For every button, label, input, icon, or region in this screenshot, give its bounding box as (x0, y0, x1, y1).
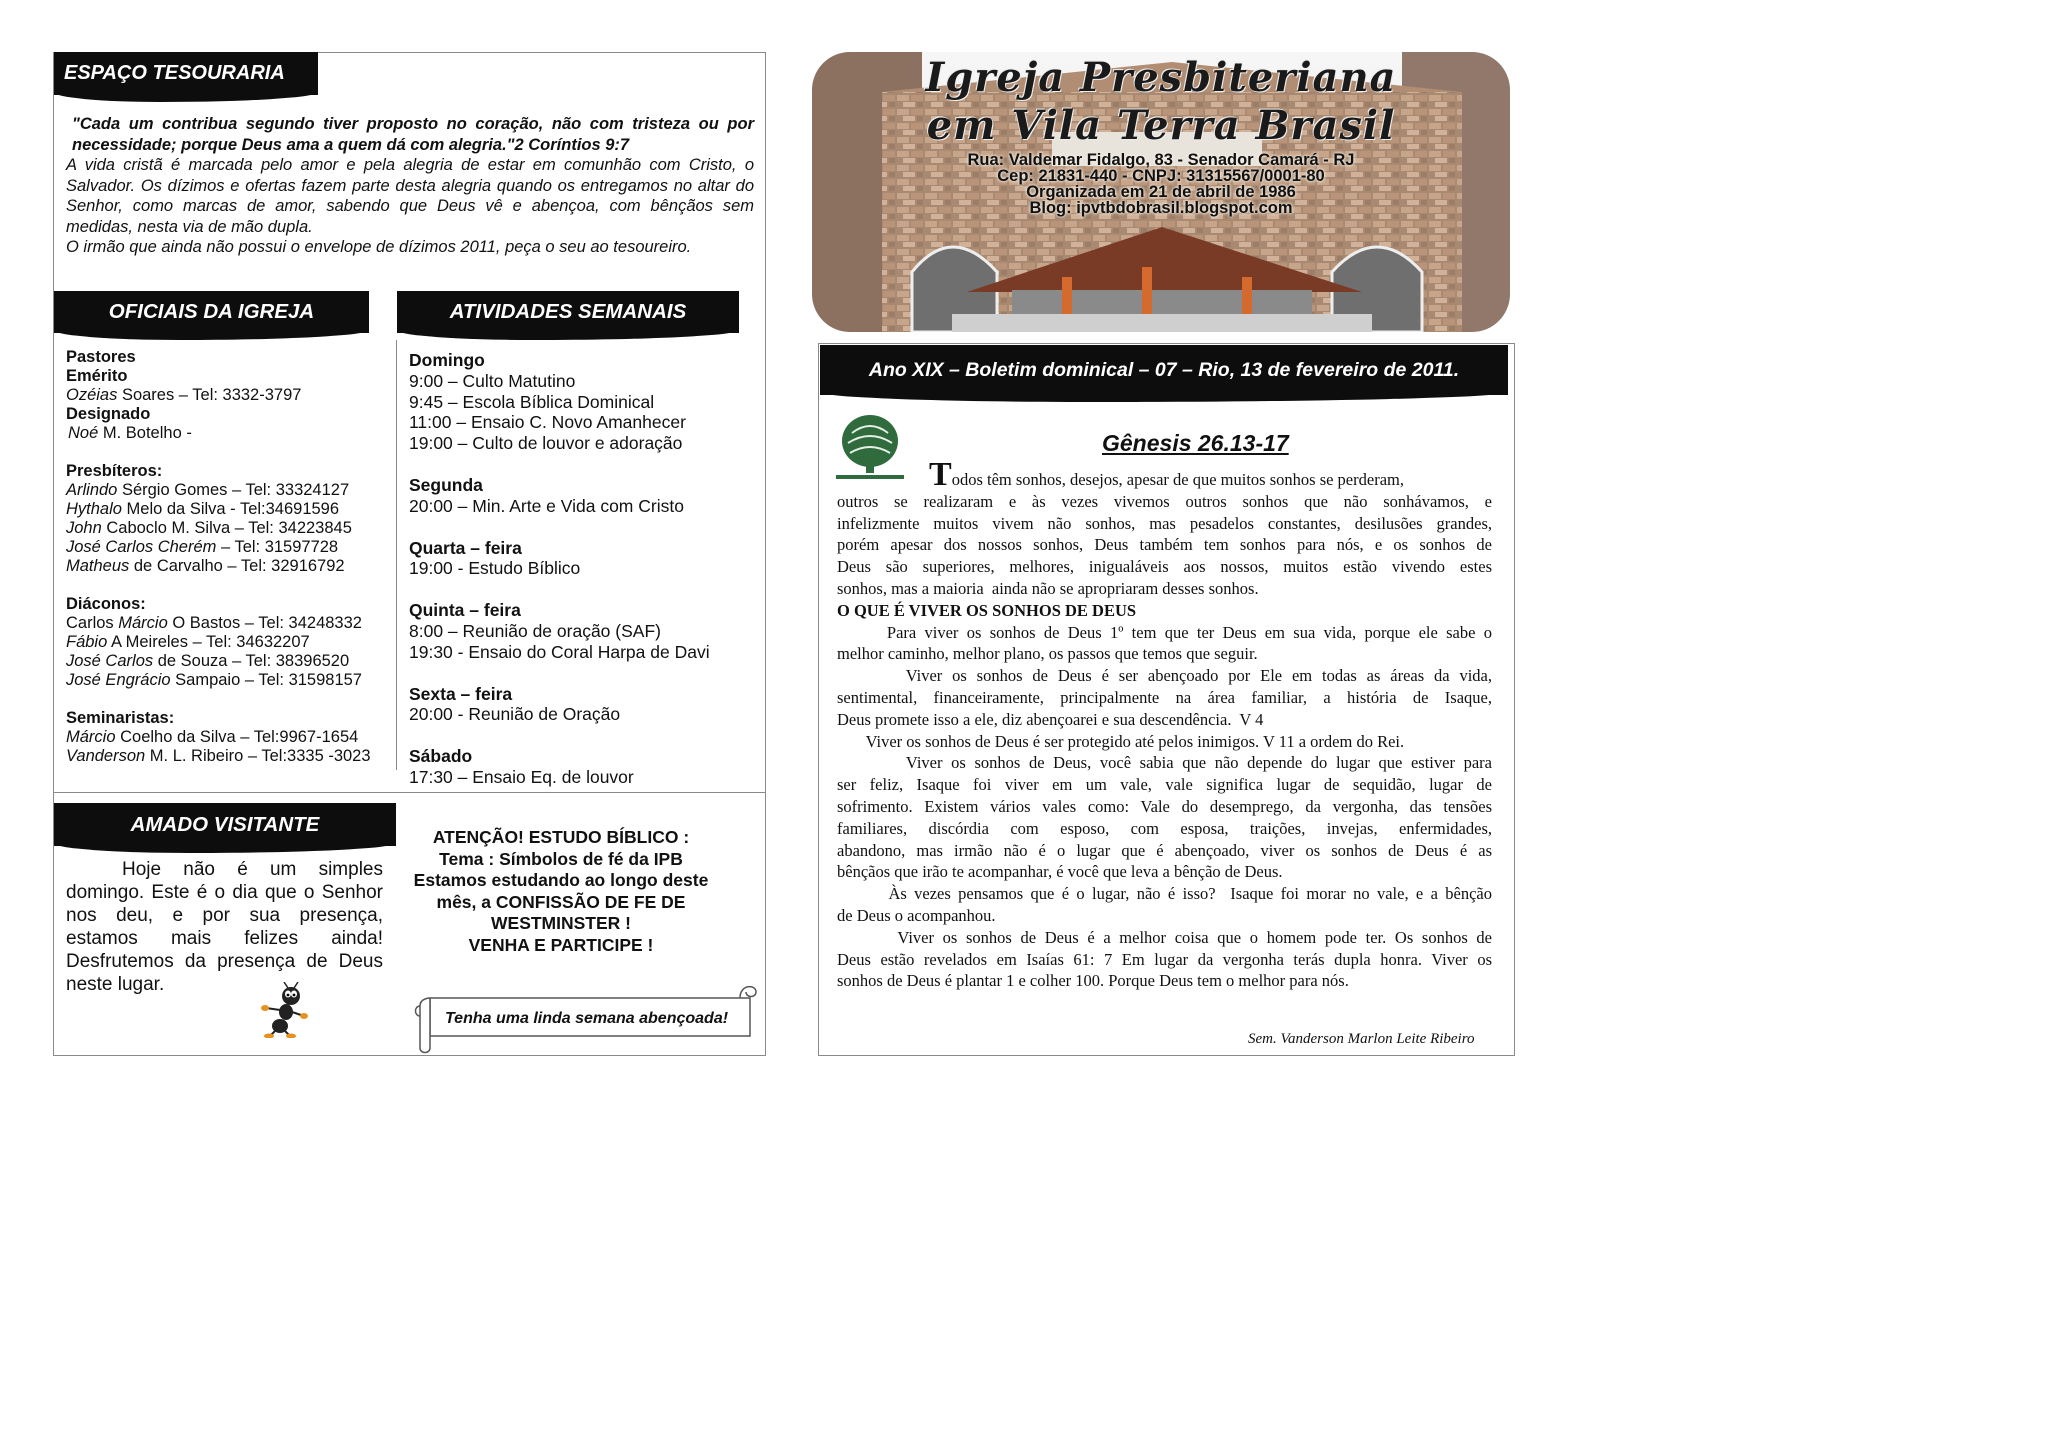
activity-item: 19:30 - Ensaio do Coral Harpa de Davi (409, 641, 710, 662)
oficiais-banner (54, 291, 369, 333)
officer-first-name: Ozéias (66, 386, 118, 404)
sermon-line: Às vezes pensamos que é o lugar, não é isso? Isaque foi morar no vale, e a bênção (837, 884, 1492, 904)
tesouraria-text (66, 114, 754, 258)
activity-day: Quinta – feira (409, 600, 521, 621)
officer-entry (66, 671, 391, 690)
activity-item: 20:00 – Min. Arte e Vida com Cristo (409, 495, 684, 516)
officer-entry (66, 386, 391, 405)
oficiais-list (66, 348, 391, 766)
officer-entry (66, 728, 391, 747)
boletim-banner (820, 345, 1508, 395)
tesouraria-verse: "Cada um contribua segundo tiver proposto no coração, não com tristeza ou por necessidade; porque Deus ama a quem dá com alegria."2 Coríntios 9:7 (72, 115, 754, 154)
visitante-text: Hoje não é um simples domingo. Este é o dia que o Senhor nos deu, e por sua presença, estamos mais felizes ainda! Desfrutemos da presença de Deus neste lugar. (66, 859, 383, 995)
church-address: Rua: Valdemar Fidalgo, 83 - Senador Camará - RJ (967, 151, 1355, 169)
officer-first-name: Matheus (66, 557, 130, 575)
officer-first-name: José Engrácio (66, 671, 171, 689)
church-title-line-1: Igreja Presbiteriana (925, 54, 1397, 101)
officer-first-name: Noé (68, 424, 99, 442)
church-title-line-2: em Vila Terra Brasil (926, 102, 1396, 149)
activity-item: 9:45 – Escola Bíblica Dominical (409, 391, 655, 412)
atencao-line: WESTMINSTER ! (491, 913, 631, 933)
activity-item: 17:30 – Ensaio Eq. de louvor (409, 766, 634, 787)
activity-day: Quarta – feira (409, 537, 522, 558)
spacer (409, 517, 759, 538)
scripture-reference: Gênesis 26.13-17 (1102, 430, 1289, 456)
church-blog: Blog: ipvtbdobrasil.blogspot.com (1029, 199, 1293, 217)
sermon-line: melhor caminho, melhor plano, os passos que temos que seguir. (837, 644, 1258, 664)
church-organized: Organizada em 21 de abril de 1986 (1026, 183, 1296, 201)
officer-first-name: Hythalo (66, 500, 122, 518)
officer-details: – Tel: 31597728 (216, 538, 339, 556)
spacer (66, 443, 391, 462)
atencao-line: ATENÇÃO! ESTUDO BÍBLICO : (432, 827, 690, 847)
section-label: Designado (66, 405, 151, 423)
activity-day: Sexta – feira (409, 683, 513, 704)
left-page-vertical-divider (396, 340, 397, 770)
sermon-line: bênçãos que irão te acompanhar, é você que leva a bênção de Deus. (837, 862, 1283, 882)
spacer (66, 690, 391, 709)
activity-day: Sábado (409, 746, 473, 767)
section-label: Emérito (66, 367, 128, 385)
officer-first-name: John (66, 519, 102, 537)
activity-item: 9:00 – Culto Matutino (409, 370, 576, 391)
officer-first-name: Carlos (66, 614, 119, 632)
officer-details: Soares – Tel: 3332-3797 (117, 386, 302, 404)
officer-entry (66, 538, 391, 557)
sermon-intro-line (837, 456, 1492, 493)
atividades-title: ATIVIDADES SEMANAIS (449, 300, 687, 323)
sermon-line: Deus são superiores, melhores, inigualáveis aos nossos, muitos estão vivendo estes (837, 557, 1492, 577)
officer-details: Sampaio – Tel: 31598157 (170, 671, 362, 689)
sermon-line: ser feliz, Isaque foi viver em um vale, vale significa lugar de sequidão, lugar de (837, 775, 1492, 795)
sermon-line: Viver os sonhos de Deus é ser abençoado por Ele em todas as áreas da vida, (837, 666, 1492, 686)
section-label: Diáconos: (66, 595, 146, 613)
sermon-line: Viver os sonhos de Deus, você sabia que não depende do lugar que estiver para (837, 753, 1492, 773)
officer-details: M. Botelho - (98, 424, 192, 442)
visitante-banner (54, 803, 396, 846)
scroll-text: Tenha uma linda semana abençoada! (445, 1010, 729, 1027)
ant-mascot-icon (258, 982, 308, 1038)
activity-item: 11:00 – Ensaio C. Novo Amanhecer (409, 412, 686, 433)
officer-entry (66, 424, 391, 443)
sermon-line: Deus promete isso a ele, diz abençoarei e sua descendência. V 4 (837, 709, 1264, 729)
officer-details: O Bastos – Tel: 34248332 (167, 614, 362, 632)
officer-first-name: José Carlos (66, 538, 158, 556)
atencao-line: Estamos estudando ao longo deste (413, 870, 709, 890)
drop-cap: T (929, 456, 952, 493)
atividades-banner (397, 291, 739, 333)
section-label: Presbíteros: (66, 462, 163, 480)
officer-first-name: José Carlos (66, 652, 154, 670)
officer-entry (66, 614, 391, 633)
sermon-line: abandono, mas irmão não é o lugar que é abençoado, viver os sonhos de Deus é as (837, 840, 1492, 860)
sermon-line: outros se realizaram e às vezes vivemos outros sonhos que não sonhávamos, e (837, 491, 1492, 511)
visitante-title: AMADO VISITANTE (130, 812, 320, 836)
officer-details: Coelho da Silva – Tel:9967-1654 (115, 728, 359, 746)
officer-entry (66, 519, 391, 538)
spacer (409, 454, 759, 475)
sermon-line: infelizmente muitos vivem não sonhos, mas pesadelos constantes, desilusões grandes, (837, 513, 1492, 533)
officer-first-name: Márcio (66, 728, 116, 746)
activity-item: 8:00 – Reunião de oração (SAF) (409, 620, 661, 641)
officer-entry (66, 500, 391, 519)
sermon-line: sonhos de Deus é plantar 1 e colher 100. Porque Deus tem o melhor para nós. (837, 971, 1349, 991)
officer-entry (66, 557, 391, 576)
activity-item: 20:00 - Reunião de Oração (409, 704, 621, 725)
officer-entry (66, 481, 391, 500)
spacer (409, 663, 759, 684)
officer-middle-name: Márcio (118, 614, 168, 632)
boletim-header: Ano XIX – Boletim dominical – 07 – Rio, 13 de fevereiro de 2011. (868, 358, 1460, 381)
atencao-line: VENHA E PARTICIPE ! (468, 934, 654, 955)
atividades-list (409, 350, 759, 788)
officer-details: Melo da Silva - Tel:34691596 (121, 500, 340, 518)
officer-first-name: Fábio (66, 633, 108, 651)
sermon-line: Para viver os sonhos de Deus 1º tem que ter Deus em sua vida, porque ele sabe o (837, 622, 1492, 642)
atencao-line: mês, a CONFISSÃO DE FE DE (436, 891, 686, 912)
officer-details: Caboclo M. Silva – Tel: 34223845 (101, 519, 352, 537)
officer-first-name: Arlindo (66, 481, 118, 499)
officer-middle-name: Cherém (157, 538, 217, 556)
sermon-line: Viver os sonhos de Deus é ser protegido até pelos inimigos. V 11 a ordem do Rei. (837, 731, 1405, 751)
sermon-line: Viver os sonhos de Deus é a melhor coisa que o homem pode ter. Os sonhos de (837, 927, 1492, 947)
atencao-line: Tema : Símbolos de fé da IPB (439, 848, 683, 869)
activity-day: Segunda (409, 474, 483, 495)
sermon-subheading: O QUE É VIVER OS SONHOS DE DEUS (837, 600, 1137, 620)
sermon-line: de Deus o acompanhou. (837, 905, 996, 925)
spacer (66, 576, 391, 595)
officer-details: Sérgio Gomes – Tel: 33324127 (117, 481, 350, 499)
sermon-line: sonhos, mas a maioria ainda não se apropriaram desses sonhos. (837, 578, 1259, 598)
sermon-line: sentimental, financeiramente, principalmente na área familiar, a história de Isaque, (837, 687, 1492, 707)
tesouraria-banner (54, 52, 318, 95)
sermon-line: porém apesar dos nossos sonhos, Deus também tem sonhos para nós, e os sonhos de (837, 535, 1492, 555)
officer-entry (66, 633, 391, 652)
sermon-line: Deus estão revelados em Isaías 61: 7 Em lugar da vergonha terás dupla honra. Viver os (837, 949, 1492, 969)
sermon-line: familiares, discórdia com esposo, com esposa, traições, invejas, enfermidades, (837, 818, 1492, 838)
church-cep: Cep: 21831-440 - CNPJ: 31315567/0001-80 (997, 167, 1325, 185)
officer-details: M. L. Ribeiro – Tel:3335 -3023 (145, 747, 371, 765)
activity-day: Domingo (409, 350, 485, 370)
spacer (409, 579, 759, 600)
church-header-photo (812, 52, 1510, 332)
officer-entry (66, 652, 391, 671)
tesouraria-title: ESPAÇO TESOURARIA (64, 62, 285, 84)
section-label: Seminaristas: (66, 709, 175, 727)
sermon-intro-text: odos têm sonhos, desejos, apesar de que muitos sonhos se perderam, (951, 470, 1404, 489)
section-label: Pastores (66, 348, 136, 366)
officer-details: de Carvalho – Tel: 32916792 (129, 557, 345, 575)
atencao-notice (404, 827, 718, 956)
sermon-text (837, 456, 1492, 992)
sermon-line: sofrimento. Existem vários vales como: Vale do desemprego, da vergonha, das tensões (837, 796, 1492, 816)
oficiais-title: OFICIAIS DA IGREJA (108, 300, 315, 323)
officer-details: de Souza – Tel: 38396520 (153, 652, 350, 670)
officer-entry (66, 747, 391, 766)
activity-item: 19:00 - Estudo Bíblico (409, 558, 581, 579)
tesouraria-paragraph-1: A vida cristã é marcada pelo amor e pela alegria de estar em comunhão com Cristo, o Salvador. Os dízimos e ofertas fazem parte desta alegria quando os entregamos no altar do Senhor, como marcas de amor, sabendo que Deus vê e abençoa, com bênçãos sem medidas, nesta via de mão dupla. (66, 156, 754, 236)
tesouraria-paragraph-2: O irmão que ainda não possui o envelope de dízimos 2011, peça o seu ao tesoureiro. (66, 238, 692, 256)
left-page-horizontal-divider (53, 792, 766, 793)
officer-details: A Meireles – Tel: 34632207 (107, 633, 310, 651)
spacer (409, 725, 759, 746)
signature: Sem. Vanderson Marlon Leite Ribeiro (1248, 1031, 1475, 1047)
officer-first-name: Vanderson (66, 747, 146, 765)
activity-item: 19:00 – Culto de louvor e adoração (409, 433, 683, 454)
